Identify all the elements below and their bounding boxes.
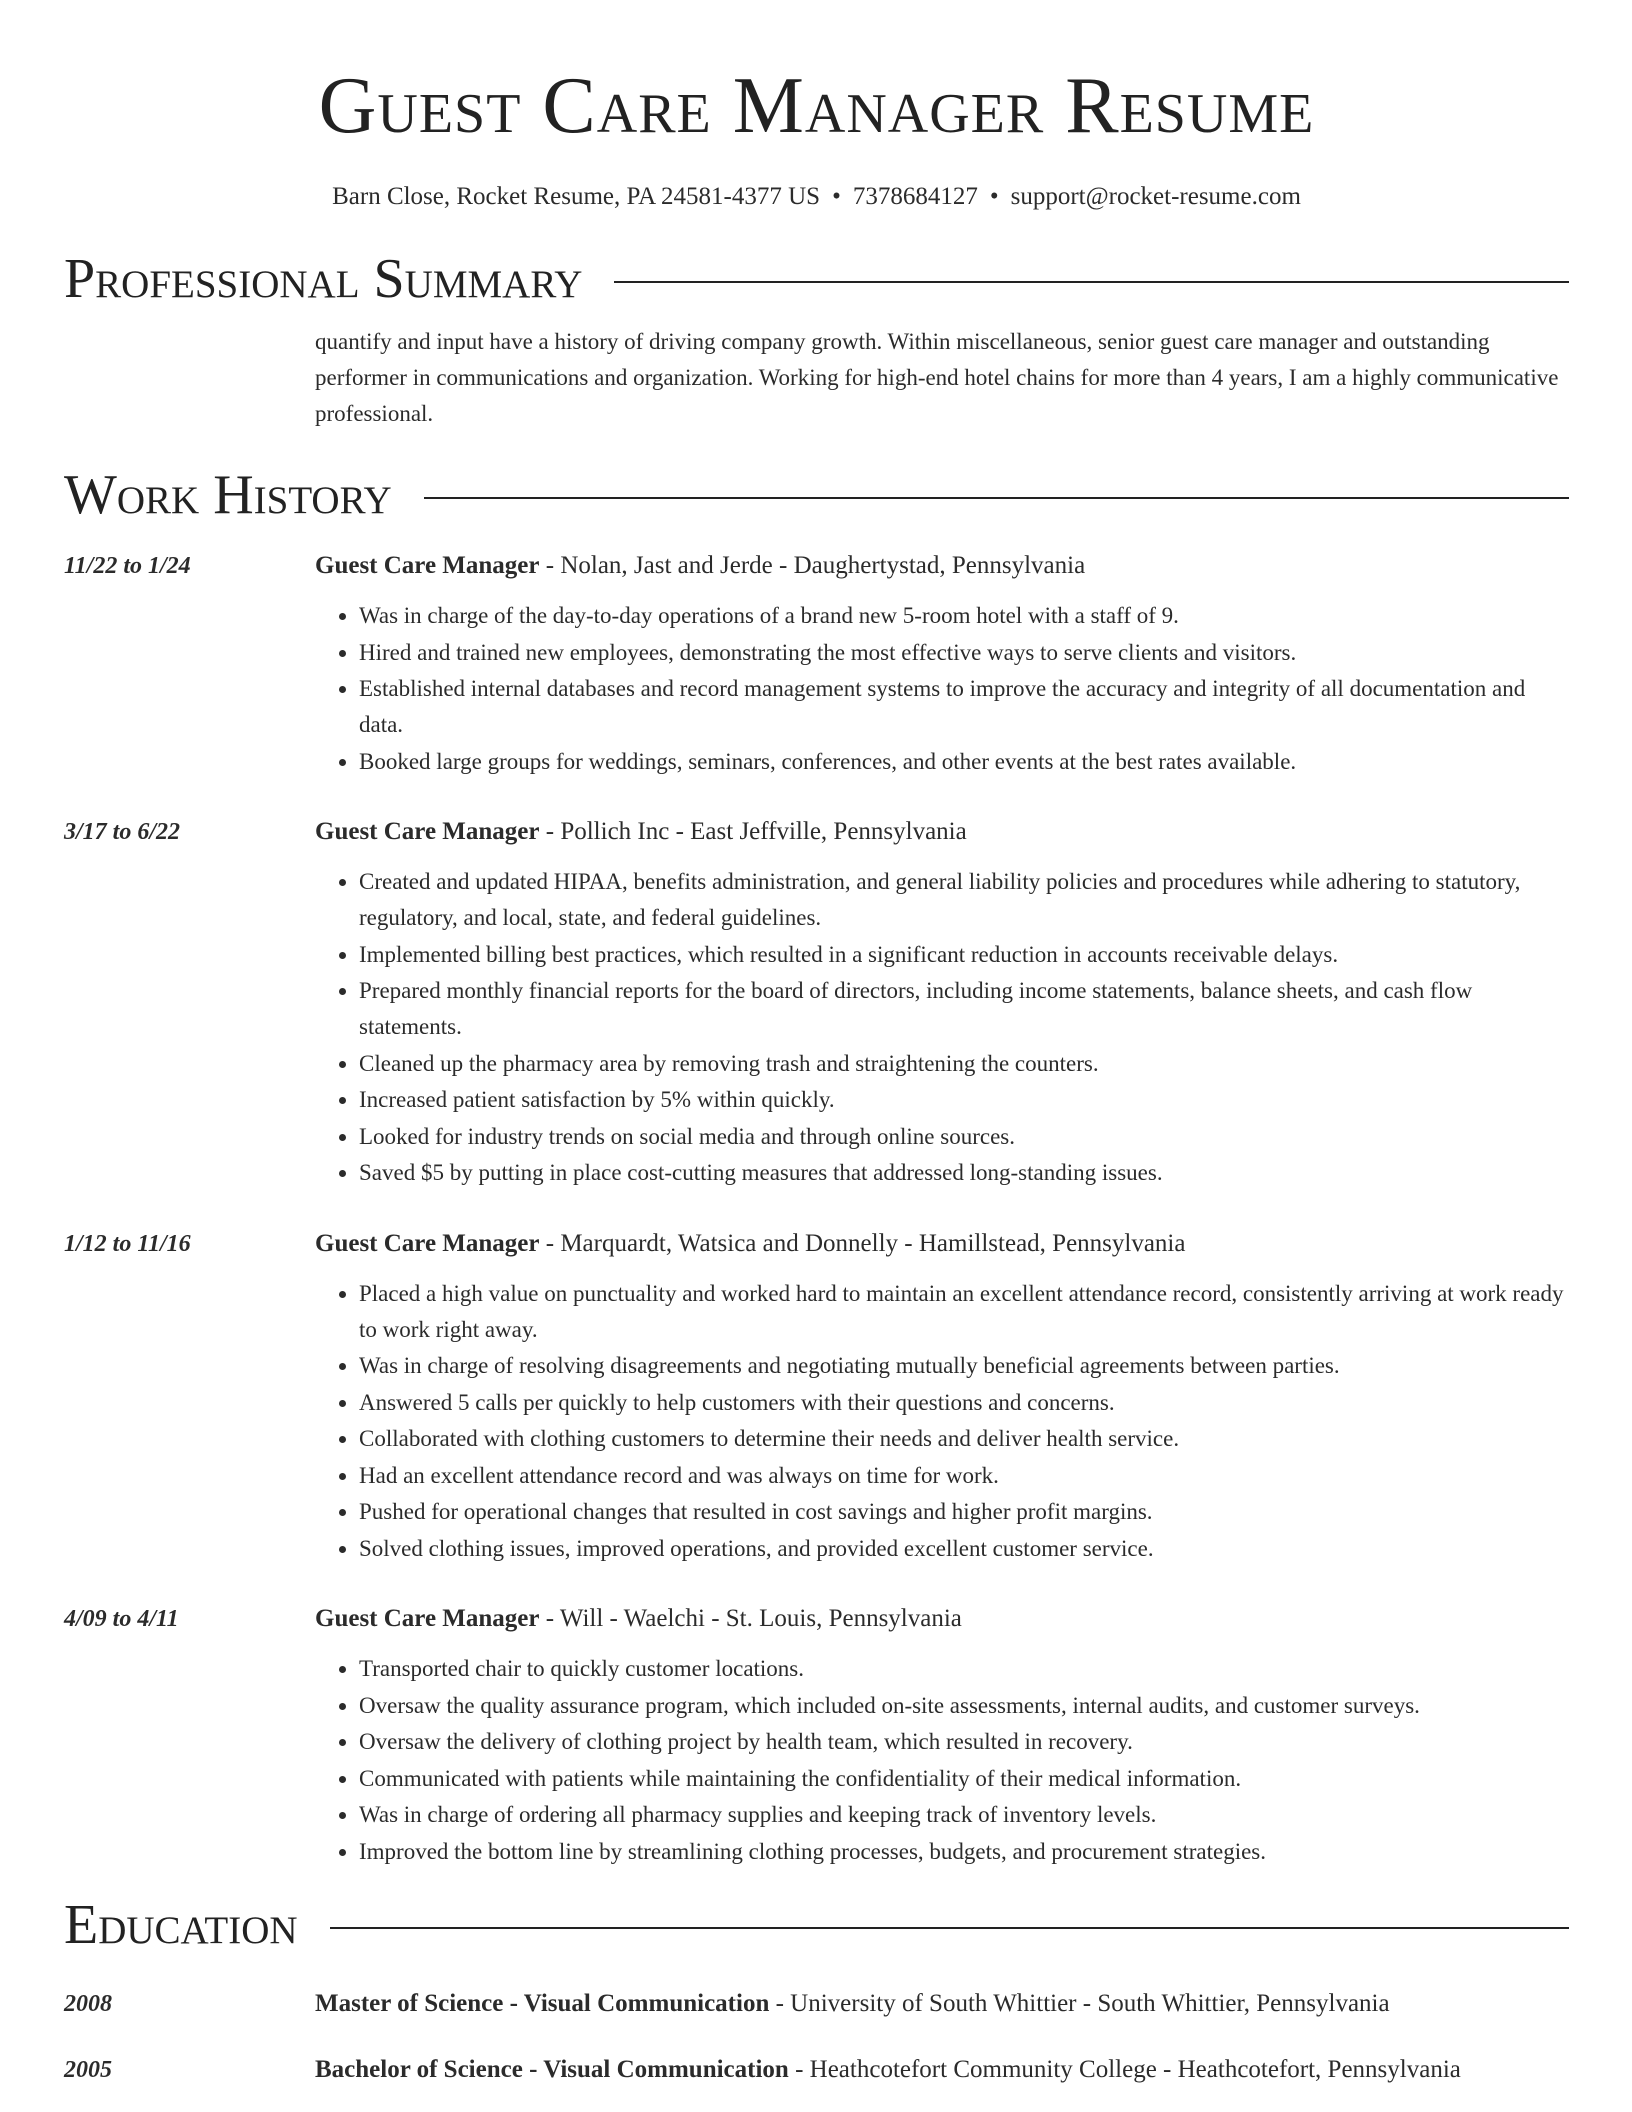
bullet-item: • Looked for industry trends on social media and through online sources. [359,1119,1569,1155]
work-dates: 11/22 to 1/24 [64,553,191,579]
bullet-item: • Collaborated with clothing customers to determine their needs and deliver health service. [359,1421,1569,1457]
bullet-item: • Created and updated HIPAA, benefits administration, and general liability policies and procedures while adhering to statutory, regulatory, and local, state, and federal guidelines. [359,864,1569,936]
work-bullets [315,1651,1569,1870]
job-title: Guest Care Manager [315,1229,540,1257]
contact-email: support@rocket-resume.com [1010,183,1301,210]
bullet-item: • Established internal databases and record management systems to improve the accuracy and integrity of all documentation and data. [359,671,1569,743]
work-body [315,548,1569,780]
work-dates: 3/17 to 6/22 [64,819,181,845]
work-entry [64,1601,1569,1870]
work-headline [315,814,1569,850]
work-headline [315,1601,1569,1637]
section-divider [330,1927,1569,1929]
school-details: - University of South Whittier - South Whittier, Pennsylvania [769,1990,1390,2017]
bullet-item: • Was in charge of resolving disagreements and negotiating mutually beneficial agreements between parties. [359,1348,1569,1384]
education-section-header [64,1890,1569,1960]
bullet-item: • Improved the bottom line by streamlining clothing processes, budgets, and procurement strategies. [359,1834,1569,1870]
education-entry [64,2052,1569,2088]
resume-page [64,0,1569,2088]
education-entry [64,1986,1569,2022]
bullet-item: • Placed a high value on punctuality and worked hard to maintain an excellent attendance record, consistently arriving at work ready to work right away. [359,1276,1569,1348]
job-details: - Marquardt, Watsica and Donnelly - Hamillstead, Pennsylvania [539,1229,1186,1257]
separator-dot: • [832,183,841,210]
bullet-item: • Cleaned up the pharmacy area by removing trash and straightening the counters. [359,1046,1569,1082]
job-details: - Will - Waelchi - St. Louis, Pennsylvania [539,1605,962,1632]
contact-phone: 7378684127 [852,183,978,210]
school-details: - Heathcotefort Community College - Heathcotefort, Pennsylvania [788,2056,1461,2083]
job-title: Guest Care Manager [315,552,540,579]
summary-section-header [64,244,1569,314]
bullet-item: • Hired and trained new employees, demonstrating the most effective ways to serve clients and visitors. [359,635,1569,671]
education-body [315,2052,1569,2088]
job-title: Guest Care Manager [315,818,540,845]
work-headline [315,548,1569,584]
bullet-item: • Booked large groups for weddings, seminars, conferences, and other events at the best rates available. [359,744,1569,780]
education-year: 2005 [64,2057,112,2083]
bullet-item: • Transported chair to quickly customer locations. [359,1651,1569,1687]
work-bullets [315,598,1569,780]
work-dates: 1/12 to 11/16 [64,1230,191,1257]
separator-dot: • [989,183,999,210]
education-body [315,1986,1569,2022]
contact-address: Barn Close, Rocket Resume, PA 24581-4377 US [332,183,821,210]
education-headline [315,2052,1569,2088]
section-divider [614,281,1569,283]
work-entry [64,548,1569,780]
education-headline [315,1986,1569,2022]
education-year: 2008 [64,1991,112,2017]
degree: Master of Science - Visual Communication [315,1990,770,2017]
summary-text: quantify and input have a history of driving company growth. Within miscellaneous, senior guest care manager and outstanding performer in communications and organization. Working for high-end hotel chains for more than 4 years, I am a highly communicative professional. [315,329,1559,426]
bullet-item: • Implemented billing best practices, which resulted in a significant reduction in accounts receivable delays. [359,937,1569,973]
job-title: Guest Care Manager [315,1605,540,1632]
work-entry [64,1226,1569,1568]
bullet-item: • Solved clothing issues, improved operations, and provided excellent customer service. [359,1531,1569,1567]
bullet-item: • Answered 5 calls per quickly to help customers with their questions and concerns. [359,1385,1569,1421]
degree: Bachelor of Science - Visual Communication [315,2056,789,2083]
bullet-item: • Communicated with patients while maintaining the confidentiality of their medical information. [359,1761,1569,1797]
bullet-item: • Was in charge of the day-to-day operations of a brand new 5-room hotel with a staff of 9. [359,598,1569,634]
bullet-item: • Had an excellent attendance record and was always on time for work. [359,1458,1569,1494]
bullet-item: • Was in charge of ordering all pharmacy supplies and keeping track of inventory levels. [359,1797,1569,1833]
work-heading: Work History [64,464,392,526]
work-body [315,1601,1569,1870]
work-headline [315,1226,1569,1262]
work-dates: 4/09 to 4/11 [64,1606,179,1632]
job-details: - Nolan, Jast and Jerde - Daughertystad, Pennsylvania [539,552,1086,579]
section-divider [424,497,1569,499]
work-bullets [315,1276,1569,1567]
contact-line [64,180,1569,214]
summary-heading: Professional Summary [64,248,583,310]
work-body [315,1226,1569,1568]
bullet-item: • Prepared monthly financial reports for the board of directors, including income statements, balance sheets, and cash flow statements. [359,973,1569,1045]
bullet-item: • Increased patient satisfaction by 5% within quickly. [359,1082,1569,1118]
job-details: - Pollich Inc - East Jeffville, Pennsylvania [539,818,967,845]
bullet-item: • Saved $5 by putting in place cost-cutting measures that addressed long-standing issues. [359,1155,1569,1191]
work-body [315,814,1569,1192]
work-section-header [64,460,1569,530]
education-heading: Education [64,1894,298,1956]
bullet-item: • Pushed for operational changes that resulted in cost savings and higher profit margins. [359,1494,1569,1530]
bullet-item: • Oversaw the quality assurance program, which included on-site assessments, internal audits, and customer surveys. [359,1688,1569,1724]
page-title: Guest Care Manager Resume [318,62,1315,150]
bullet-item: • Oversaw the delivery of clothing project by health team, which resulted in recovery. [359,1724,1569,1760]
work-entry [64,814,1569,1192]
work-bullets [315,864,1569,1191]
